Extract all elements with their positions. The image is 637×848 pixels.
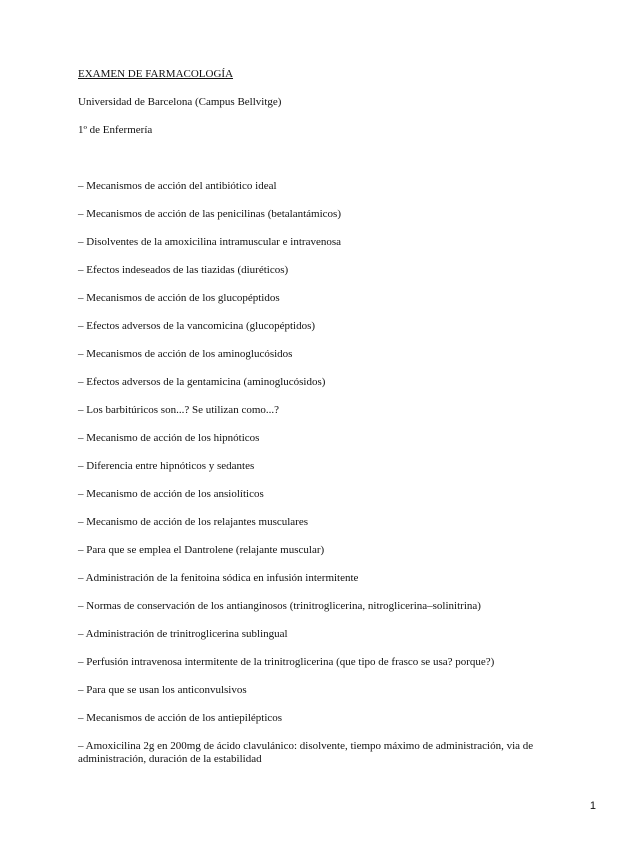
question-item: – Los barbitúricos son...? Se utilizan como...?	[78, 404, 280, 416]
question-item: – Efectos adversos de la gentamicina (aminoglucósidos)	[78, 376, 326, 388]
question-item: – Disolventes de la amoxicilina intramuscular e intravenosa	[78, 236, 342, 248]
question-item: – Efectos indeseados de las tiazidas (diuréticos)	[78, 264, 289, 276]
question-item: – Mecanismos de acción de las penicilinas (betalantámicos)	[78, 208, 341, 220]
question-item: – Mecanismo de acción de los relajantes musculares	[78, 516, 309, 528]
question-item: – Mecanismos de acción de los glucopéptidos	[78, 292, 280, 304]
question-item: – Mecanismos de acción de los antiepilépticos	[78, 712, 283, 724]
page-number: 1	[589, 800, 596, 812]
course-name: 1º de Enfermería	[78, 124, 153, 136]
question-list	[78, 180, 588, 781]
question-item: – Para que se emplea el Dantrolene (relajante muscular)	[78, 544, 325, 556]
question-item: – Administración de la fenitoina sódica en infusión intermitente	[78, 572, 359, 584]
question-item: – Para que se usan los anticonvulsivos	[78, 684, 247, 696]
document-title: EXAMEN DE FARMACOLOGÍA	[78, 68, 234, 80]
question-item: – Efectos adversos de la vancomicina (glucopéptidos)	[78, 320, 316, 332]
question-item: – Perfusión intravenosa intermitente de la trinitroglicerina (que tipo de frasco se usa? porque?)	[78, 656, 495, 668]
question-item: – Diferencia entre hipnóticos y sedantes	[78, 460, 255, 472]
university-name: Universidad de Barcelona (Campus Bellvitge)	[78, 96, 282, 108]
question-item: – Mecanismo de acción de los ansiolíticos	[78, 488, 264, 500]
question-item: – Normas de conservación de los antianginosos (trinitroglicerina, nitroglicerina–solinitrina)	[78, 600, 481, 612]
question-item: – Mecanismos de acción de los aminoglucósidos	[78, 348, 293, 360]
question-item: – Mecanismos de acción del antibiótico ideal	[78, 180, 277, 192]
question-item: – Mecanismo de acción de los hipnóticos	[78, 432, 260, 444]
question-item: – Amoxicilina 2g en 200mg de ácido clavulánico: disolvente, tiempo máximo de administración, via de administración, duración de la estabilidad	[78, 740, 534, 765]
question-item: – Administración de trinitroglicerina sublingual	[78, 628, 288, 640]
